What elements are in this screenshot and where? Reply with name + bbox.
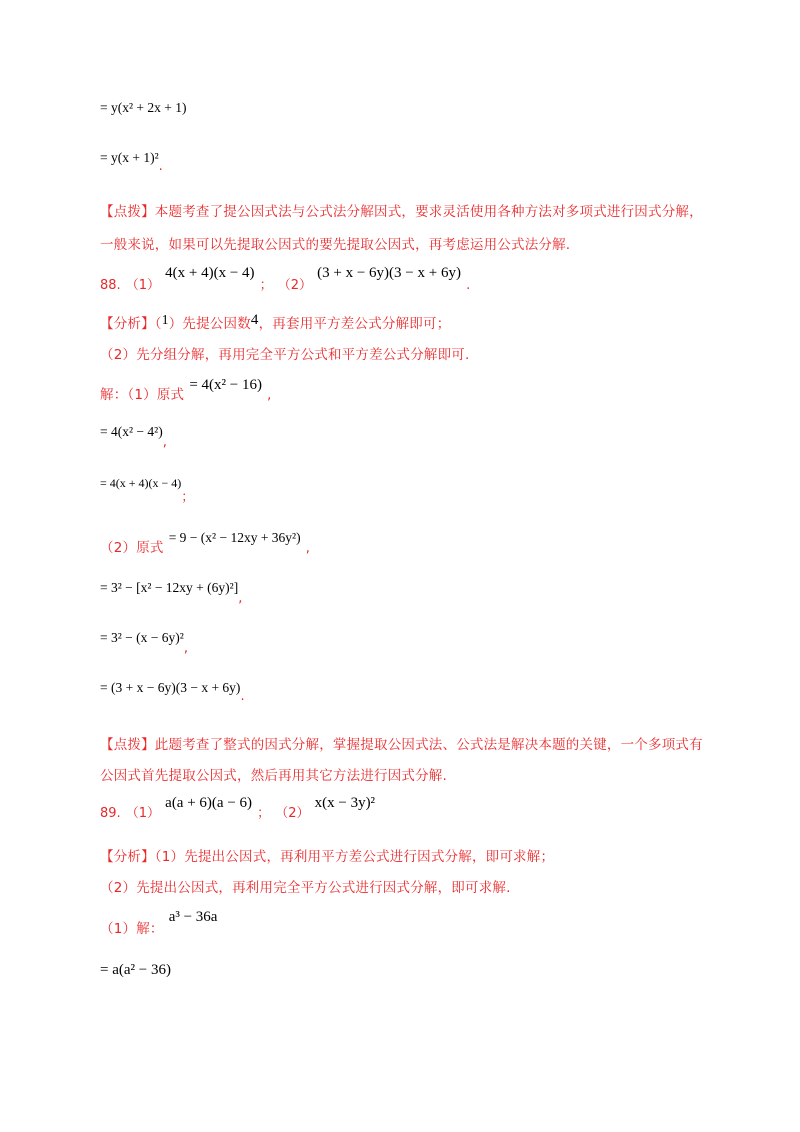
expression: = 9 − (x² − 12xy + 36y²) xyxy=(168,530,301,545)
analysis-text: 【分析】（1）先提出公因式，再利用平方差公式进行因式分解，即可求解； xyxy=(100,849,555,865)
analysis-text-part: ）先提公因数 xyxy=(168,316,251,332)
comment-text: 【点拨】本题考查了提公因式法与公式法分解因式，要求灵活使用各种方法对多项式进行因式分解， xyxy=(100,204,703,220)
expression: a³ − 36a xyxy=(168,909,218,925)
punctuation: , xyxy=(238,591,243,606)
part-label: （2） xyxy=(277,278,313,293)
punctuation: . xyxy=(158,159,163,174)
solution-label: 解：（1）原式 xyxy=(100,387,185,403)
digit: 1 xyxy=(161,312,169,327)
math-line xyxy=(100,424,167,450)
solution-line xyxy=(100,905,218,937)
punctuation: , xyxy=(162,435,167,450)
punctuation: . xyxy=(240,689,245,704)
part-label: （1） xyxy=(125,806,161,821)
comment-text: 公因式首先提取公因式，然后再用其它方法进行因式分解. xyxy=(100,768,447,784)
solution-line xyxy=(100,373,272,403)
expression: = y(x + 1)² xyxy=(100,150,159,165)
analysis-text: （2）先提出公因式，再利用完全平方公式进行因式分解，即可求解. xyxy=(100,880,511,896)
separator: ； xyxy=(257,806,271,821)
expression: = y(x² + 2x + 1) xyxy=(100,100,187,115)
comment-text: 一般来说，如果可以先提取公因式的要先提取公因式，再考虑运用公式法分解. xyxy=(100,237,571,253)
answer-expression: (3 + x − 6y)(3 − x + 6y) xyxy=(317,265,461,281)
punctuation: , xyxy=(183,641,188,656)
solution-label: （2）原式 xyxy=(100,540,164,556)
expression: = 4(x² − 16) xyxy=(189,377,262,393)
expression: = 4(x² − 4²) xyxy=(100,424,163,439)
punctuation: ； xyxy=(181,490,195,505)
answer-expression: 4(x + 4)(x − 4) xyxy=(165,265,255,281)
math-line xyxy=(100,630,188,656)
expression: = (3 + x − 6y)(3 − x + 6y) xyxy=(100,680,241,695)
punctuation: , xyxy=(305,541,310,556)
punctuation: , xyxy=(267,388,272,403)
question-number: 89. xyxy=(100,806,121,821)
analysis-text: （2）先分组分解，再用完全平方公式和平方差公式分解即可. xyxy=(100,347,470,363)
math-line-1 xyxy=(100,100,187,116)
math-line xyxy=(100,680,245,704)
punctuation: . xyxy=(466,278,471,293)
solution-line xyxy=(100,526,310,556)
comment-text: 【点拨】此题考查了整式的因式分解，掌握提取公因式法、公式法是解决本题的关键，一个多项式有 xyxy=(100,737,703,753)
factor: 4 xyxy=(250,312,259,328)
expression: = a(a² − 36) xyxy=(100,962,171,978)
expression: = 3² − (x − 6y)² xyxy=(100,630,184,645)
math-line xyxy=(100,580,243,606)
part-label: （2） xyxy=(275,806,310,821)
answer-expression: a(a + 6)(a − 6) xyxy=(165,795,253,811)
analysis-text-part: ，再套用平方差公式分解即可； xyxy=(258,316,451,332)
analysis-prefix: 【分析】（ xyxy=(100,316,162,332)
separator: ； xyxy=(259,278,273,293)
expression: = 3² − [x² − 12xy + (6y)²] xyxy=(100,580,239,595)
answer-88 xyxy=(100,262,471,293)
analysis-text xyxy=(100,312,450,333)
question-number: 88. xyxy=(100,278,121,293)
part-label: （1） xyxy=(125,278,161,293)
expression: = 4(x + 4)(x − 4) xyxy=(100,476,182,490)
math-line xyxy=(100,472,195,505)
math-line-2 xyxy=(100,150,163,174)
math-line xyxy=(100,962,171,979)
answer-89 xyxy=(100,792,376,821)
answer-expression: x(x − 3y)² xyxy=(314,795,376,811)
solution-label: （1）解： xyxy=(100,921,164,937)
